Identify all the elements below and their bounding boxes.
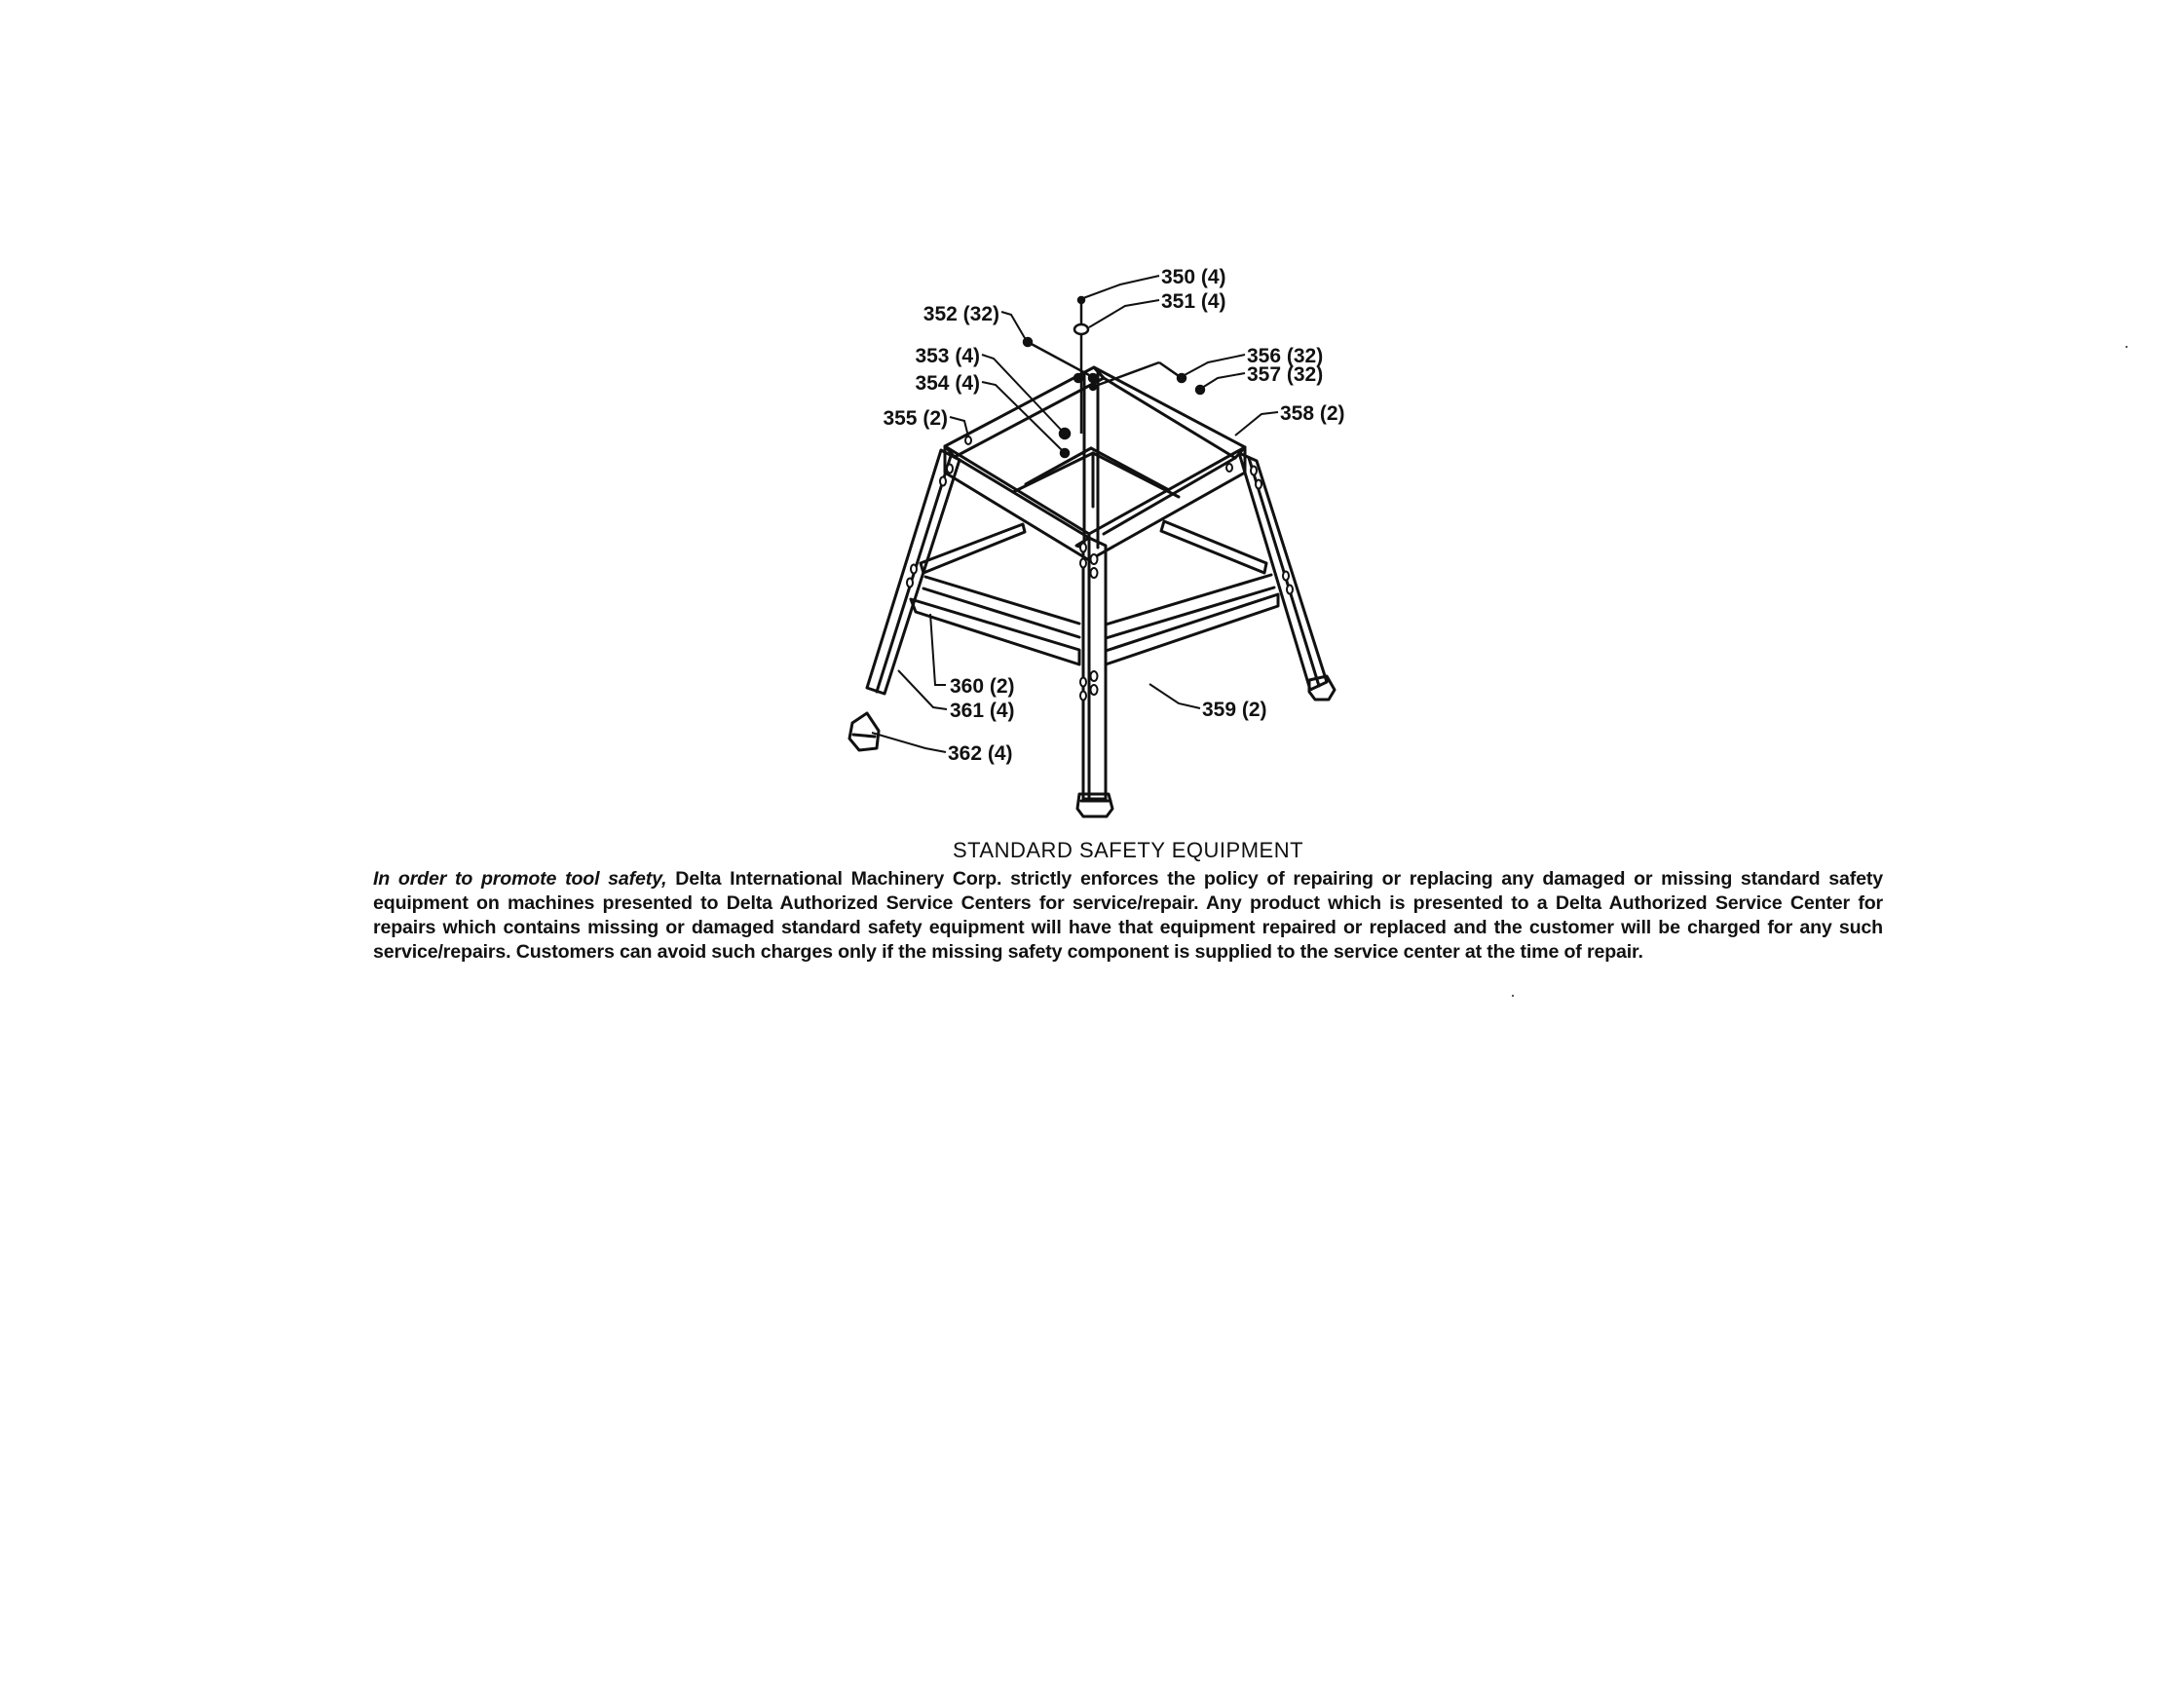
callout-352: 352 (32): [923, 303, 999, 325]
callout-361: 361 (4): [950, 700, 1015, 722]
callout-353: 353 (4): [915, 345, 980, 367]
callout-354: 354 (4): [915, 372, 980, 395]
callout-359: 359 (2): [1202, 699, 1267, 721]
safety-notice: [373, 838, 1883, 965]
callout-362: 362 (4): [948, 742, 1013, 765]
stray-mark: [1512, 995, 1514, 997]
callout-360: 360 (2): [950, 675, 1015, 698]
top-frame: [945, 367, 1245, 560]
stray-mark: [2126, 346, 2128, 348]
notice-text: Delta International Machinery Corp. strictly enforces the policy of repairing or replacing any damaged or missing standard safety equipment on machines presented to Delta Authorized Service Centers for service/repair. Any product which is presented to a Delta Authorized Service Center for repairs which contains missing or damaged standard safety equipment will have that equipment repaired or replaced and the customer will be charged for any such service/repairs. Customers can avoid such charges only if the missing safety component is supplied to the service center at the time of repair.: [373, 868, 1883, 963]
left-leg: [849, 450, 960, 750]
callout-358: 358 (2): [1280, 402, 1345, 425]
bolt-holes: [907, 436, 1293, 701]
notice-title: STANDARD SAFETY EQUIPMENT: [952, 838, 1304, 862]
callout-351: 351 (4): [1161, 290, 1226, 313]
notice-body: [373, 867, 1883, 965]
callout-labels: [883, 266, 1344, 765]
notice-lead: In order to promote tool safety,: [373, 868, 667, 890]
lower-stretchers: [911, 521, 1278, 664]
back-leg: [1084, 372, 1098, 548]
callout-355: 355 (2): [883, 407, 948, 430]
callout-357: 357 (32): [1247, 363, 1324, 386]
callout-356: 356 (32): [1247, 345, 1324, 367]
callout-350: 350 (4): [1161, 266, 1226, 288]
